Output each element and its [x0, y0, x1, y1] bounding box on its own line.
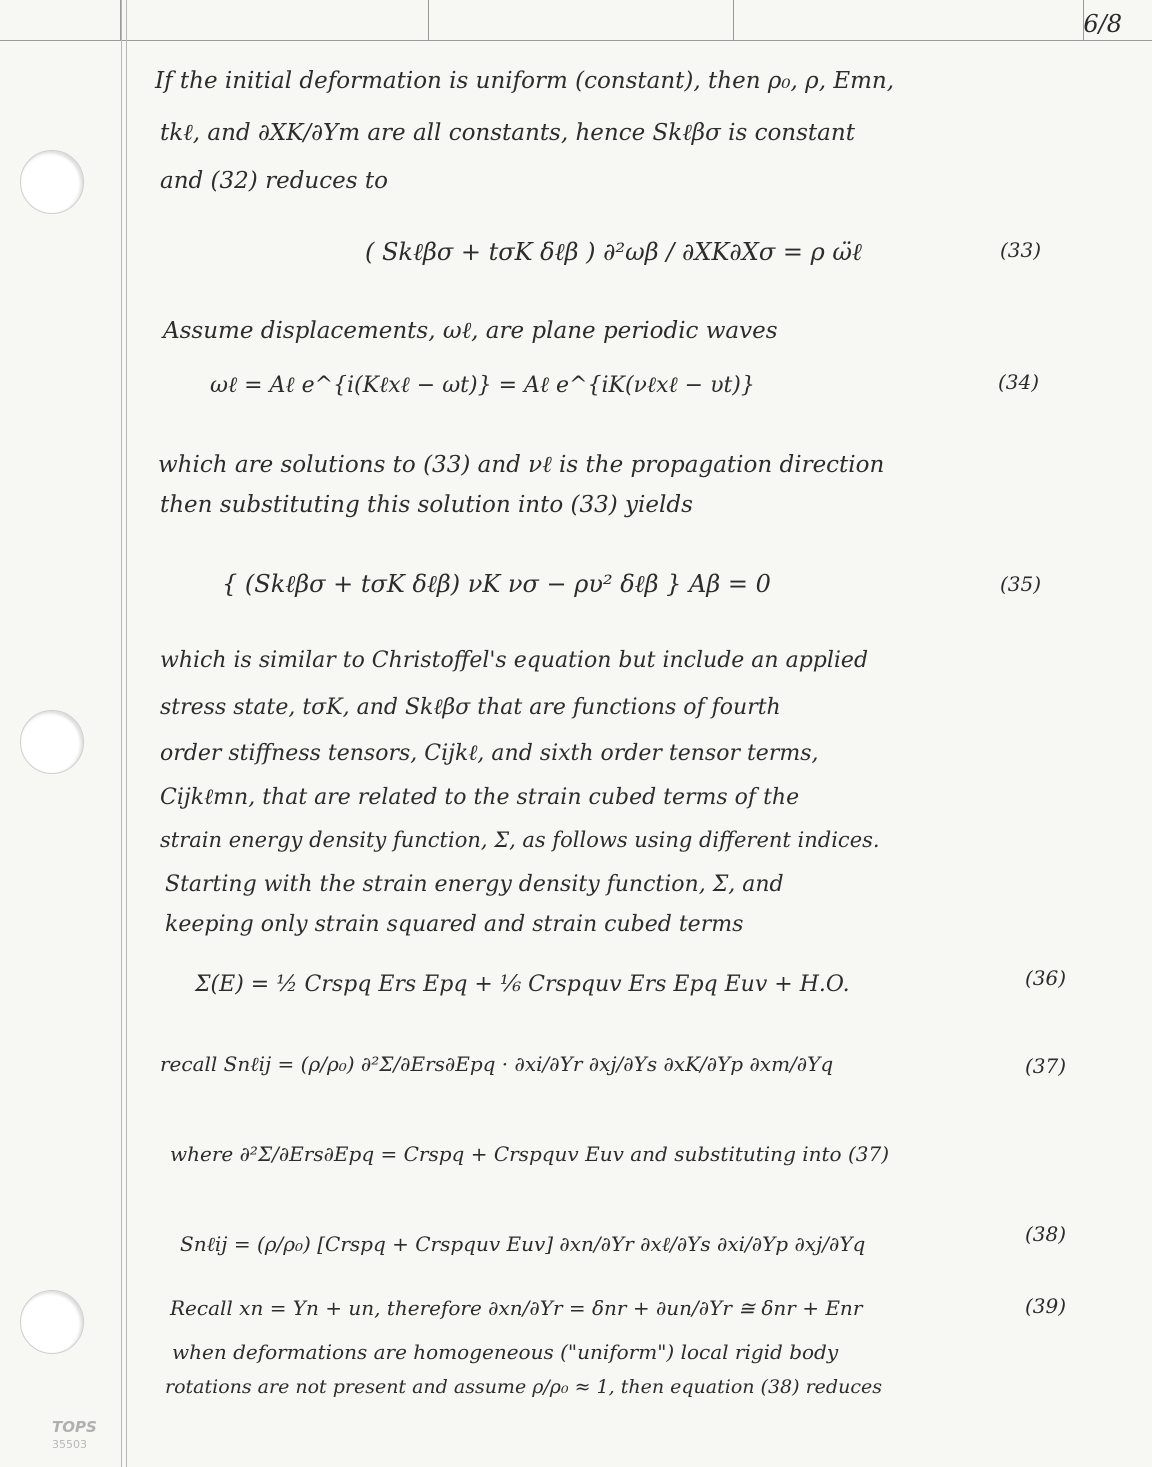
- brand-logo: TOPS: [52, 1418, 97, 1436]
- header-rule: [0, 40, 1152, 41]
- text-line: If the initial deformation is uniform (constant), then ρ₀, ρ, Emn,: [155, 68, 895, 94]
- equation: recall Snℓij = (ρ/ρ₀) ∂²Σ/∂Ers∂Epq · ∂xi/∂Yr ∂xj/∂Ys ∂xK/∂Yp ∂xm/∂Yq: [160, 1052, 834, 1076]
- text-line: Starting with the strain energy density function, Σ, and: [165, 872, 784, 897]
- text-line: strain energy density function, Σ, as follows using different indices.: [160, 828, 880, 852]
- brand-code: 35503: [52, 1438, 87, 1451]
- equation-number: (36): [1025, 966, 1067, 990]
- binder-hole: [20, 1290, 84, 1354]
- binder-hole: [20, 150, 84, 214]
- margin-rule: [121, 0, 122, 1467]
- equation: where ∂²Σ/∂Ers∂Epq = Crspq + Crspquv Euv and substituting into (37): [170, 1142, 889, 1166]
- equation: ( Skℓβσ + tσK δℓβ ) ∂²ωβ / ∂XK∂Xσ = ρ ω̈ℓ: [365, 238, 862, 266]
- equation-number: (39): [1025, 1294, 1067, 1318]
- equation: ωℓ = Aℓ e^{i(Kℓxℓ − ωt)} = Aℓ e^{iK(νℓxℓ − υt)}: [210, 373, 755, 398]
- text-line: Cijkℓmn, that are related to the strain cubed terms of the: [160, 785, 800, 810]
- text-line: which is similar to Christoffel's equation but include an applied: [160, 648, 869, 673]
- equation-number: (35): [1000, 572, 1042, 596]
- binder-hole: [20, 710, 84, 774]
- text-line: and (32) reduces to: [160, 168, 388, 194]
- equation-number: (37): [1025, 1054, 1067, 1078]
- page-number: 6/8: [1083, 10, 1122, 38]
- text-line: when deformations are homogeneous ("uniform") local rigid body: [172, 1340, 839, 1364]
- text-line: which are solutions to (33) and νℓ is the propagation direction: [158, 452, 885, 478]
- header-divider: [428, 0, 429, 40]
- margin-rule: [126, 0, 127, 1467]
- equation-number: (33): [1000, 238, 1042, 262]
- text-line: tkℓ, and ∂XK/∂Ym are all constants, hence Skℓβσ is constant: [160, 120, 855, 146]
- equation: Snℓij = (ρ/ρ₀) [Crspq + Crspquv Euv] ∂xn/∂Yr ∂xℓ/∂Ys ∂xi/∂Yp ∂xj/∂Yq: [180, 1232, 866, 1256]
- text-line: then substituting this solution into (33) yields: [160, 492, 693, 518]
- header-divider: [733, 0, 734, 40]
- equation: { (Skℓβσ + tσK δℓβ) νK νσ − ρυ² δℓβ } Aβ = 0: [222, 570, 771, 598]
- text-line: Assume displacements, ωℓ, are plane periodic waves: [163, 318, 778, 344]
- equation: Σ(E) = ½ Crspq Ers Epq + ⅙ Crspquv Ers Epq Euv + H.O.: [195, 972, 850, 997]
- text-line: keeping only strain squared and strain cubed terms: [165, 912, 744, 937]
- equation-number: (38): [1025, 1222, 1067, 1246]
- text-line: stress state, tσK, and Skℓβσ that are functions of fourth: [160, 695, 781, 720]
- equation-number: (34): [998, 370, 1040, 394]
- text-line: Recall xn = Yn + un, therefore ∂xn/∂Yr = δnr + ∂un/∂Yr ≅ δnr + Enr: [170, 1296, 863, 1320]
- text-line: rotations are not present and assume ρ/ρ₀ ≈ 1, then equation (38) reduces: [165, 1376, 882, 1398]
- text-line: order stiffness tensors, Cijkℓ, and sixth order tensor terms,: [160, 741, 819, 766]
